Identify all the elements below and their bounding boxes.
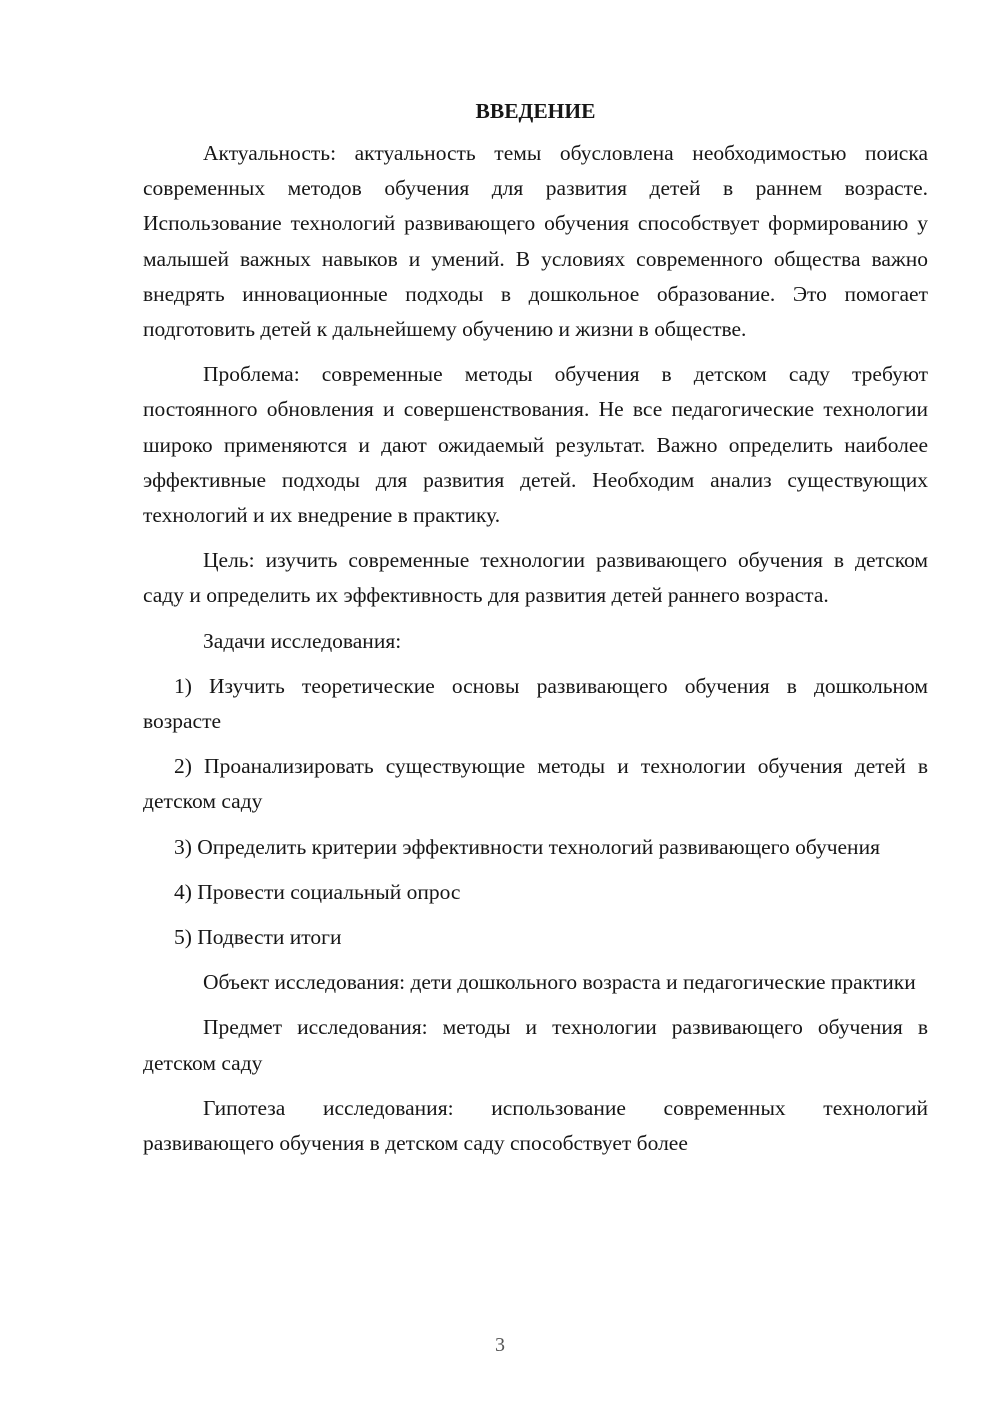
- task-item: 3) Определить критерии эффективности технологий развивающего обучения: [174, 834, 880, 859]
- task-item: 5) Подвести итоги: [174, 925, 342, 950]
- page-number: 3: [495, 1334, 505, 1356]
- page-content: [143, 94, 928, 1171]
- task-item: 2) Проанализировать существующие методы и технологии обучения детей в детском саду: [143, 754, 928, 814]
- tasks-heading: Задачи исследования:: [203, 628, 402, 653]
- paragraph-subject: Предмет исследования: методы и технологии развивающего обучения в детском саду: [143, 1015, 928, 1075]
- paragraph-goal: Цель: изучить современные технологии развивающего обучения в детском саду и определить их эффективность для развития детей раннего возраста.: [143, 548, 928, 608]
- task-item: 1) Изучить теоретические основы развивающего обучения в дошкольном возрасте: [143, 673, 928, 734]
- task-item: 4) Провести социальный опрос: [174, 879, 461, 904]
- paragraph-object: Объект исследования: дети дошкольного возраста и педагогические практики: [203, 970, 916, 995]
- paragraph-hypothesis: Гипотеза исследования: использование современных технологий развивающего обучения в детском саду способствует более: [143, 1095, 928, 1156]
- paragraph-relevance: Актуальность: актуальность темы обусловлена необходимостью поиска современных методов обучения для развития детей в раннем возрасте. Использование технологий развивающего обучения способствует формированию у малышей важных навыков и умений. В условиях современного общества важно внедрять инновационные подходы в дошкольное образование. Это помогает подготовить детей к дальнейшему обучению и жизни в обществе.: [143, 141, 928, 342]
- paragraph-problem: Проблема: современные методы обучения в детском саду требуют постоянного обновления и совершенствования. Не все педагогические технологии широко применяются и дают ожидаемый результат. Важно определить наиболее эффективные подходы для развития детей. Необходим анализ существующих технологий и их внедрение в практику.: [143, 362, 928, 528]
- section-title: ВВЕДЕНИЕ: [475, 99, 596, 123]
